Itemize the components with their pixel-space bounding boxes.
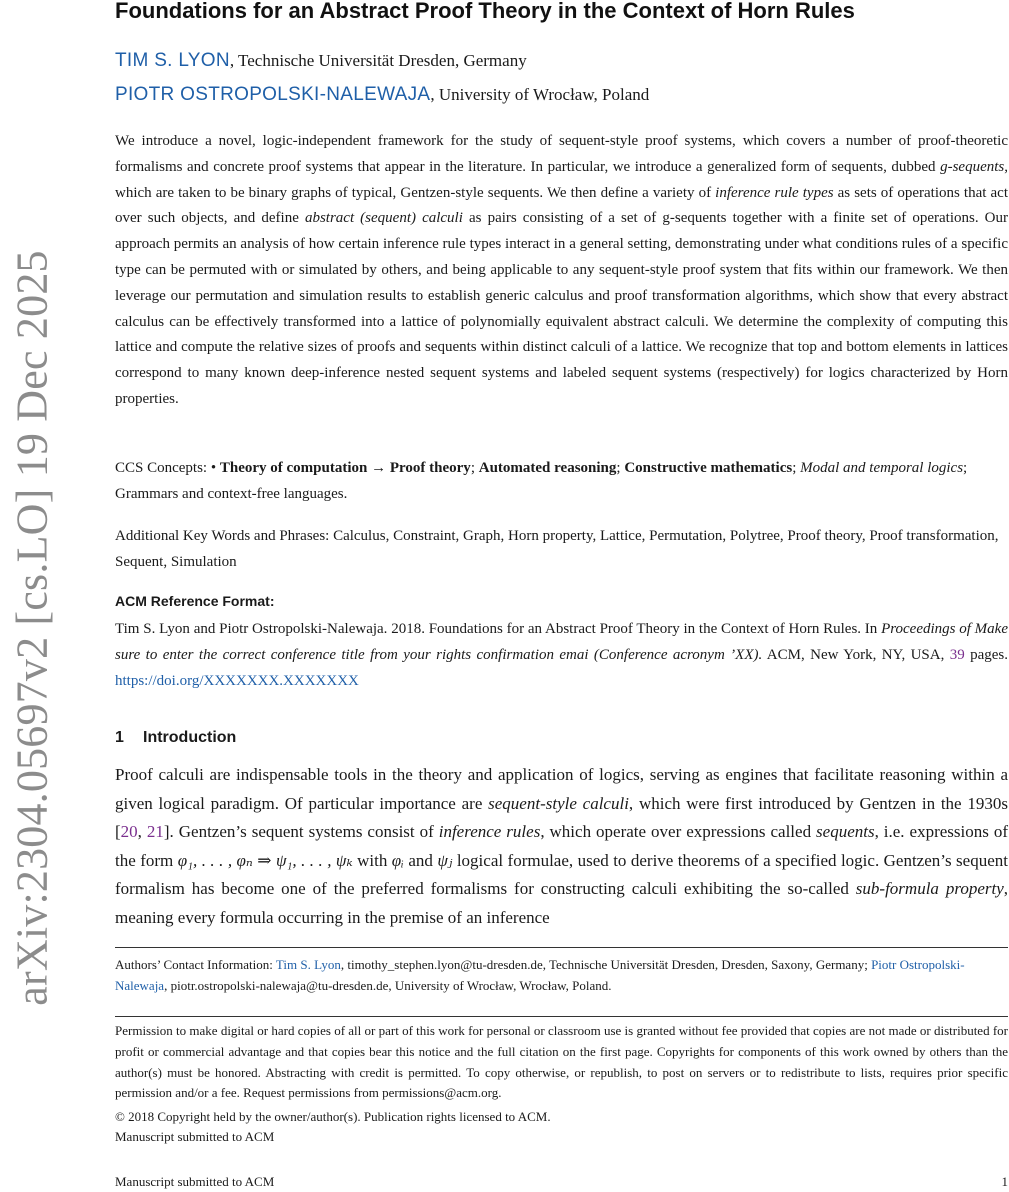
contact-label: Authors’ Contact Information: bbox=[115, 957, 276, 972]
intro-text: ]. Gentzen’s sequent systems consist of bbox=[163, 822, 439, 842]
author-name[interactable]: TIM S. LYON bbox=[115, 50, 230, 71]
author-line-2 bbox=[115, 84, 649, 106]
intro-text: , which were first introduced by Gentzen in the 1930s [ bbox=[115, 793, 1008, 842]
abstract-emphasis: abstract (sequent) calculi bbox=[304, 210, 463, 227]
ccs-separator: ; bbox=[470, 460, 479, 476]
ccs-term: Constructive mathematics bbox=[624, 460, 793, 476]
math-expression: ψⱼ bbox=[437, 850, 453, 870]
ccs-separator: ; bbox=[792, 460, 801, 476]
footer-left: Manuscript submitted to ACM bbox=[115, 1174, 275, 1189]
math-expression: φ₁, . . . , φₙ ⇒ ψ₁, . . . , ψₖ bbox=[177, 850, 353, 870]
intro-text: , which operate over expressions called bbox=[540, 822, 817, 842]
ccs-term: Proof theory bbox=[389, 460, 471, 476]
ccs-rest: ; Grammars and context-free languages. bbox=[115, 460, 968, 502]
manuscript-note: Manuscript submitted to ACM bbox=[115, 1129, 275, 1144]
reference-text: Tim S. Lyon and Piotr Ostropolski-Nalewaja. 2018. Foundations for an Abstract Proof Theory in the Context of Horn Rules. In bbox=[115, 621, 882, 637]
arxiv-stamp bbox=[0, 0, 64, 1192]
abstract-emphasis: inference rule types bbox=[715, 184, 834, 201]
ccs-separator: ; bbox=[616, 460, 625, 476]
abstract-emphasis: g-sequents bbox=[940, 158, 1005, 175]
contact-text: , piotr.ostropolski-nalewaja@tu-dresden.de, University of Wrocław, Wrocław, Poland. bbox=[164, 978, 612, 993]
author-contact-info bbox=[115, 954, 1008, 996]
section-number: 1 bbox=[115, 729, 124, 746]
footnote-divider bbox=[115, 947, 1008, 948]
ccs-arrow: → bbox=[367, 460, 390, 476]
author-link[interactable]: Piotr Ostropolski-Nalewaja bbox=[115, 957, 965, 993]
abstract-text: We introduce a novel, logic-independent framework for the study of sequent-style proof systems, which covers a number of proof-theoretic formalisms and concrete proof systems that appear in the literature. In particular, we introduce a generalized form of sequents, dubbed bbox=[115, 133, 1008, 175]
citation-link[interactable]: 20 bbox=[120, 822, 138, 842]
author-affiliation: , Technische Universität Dresden, Germany bbox=[229, 51, 527, 70]
page-count-link[interactable]: 39 bbox=[949, 647, 965, 663]
abstract-text: as pairs consisting of a set of g-sequents together with a finite set of operations. Our approach permits an analysis of how certain inference rule types interact in a general setting, demonstrating under what conditions rules of a specific type can be permuted with or simulated by others, and being applicable to any sequent-style proof system that fits within our framework. We then leverage our permutation and simulation results to establish generic calculus and proof transformation algorithms, which show that every abstract calculus can be effectively transformed into a lattice of polynomially equivalent abstract calculi. We determine the complexity of computing this lattice and compute the relative sizes of proofs and sequents within distinct calculi of a lattice. We recognize that top and bottom elements in lattices correspond to many known deep-inference nested sequent systems and labeled sequent systems (respectively) for logics characterized by Horn properties. bbox=[115, 210, 1009, 407]
intro-text: with bbox=[352, 850, 392, 870]
section-heading bbox=[115, 729, 236, 747]
intro-text: , bbox=[137, 822, 147, 842]
abstract-text: as sets of operations that act over such objects, and define bbox=[115, 184, 1008, 227]
intro-text: and bbox=[403, 850, 438, 870]
intro-text: logical formulae, used to derive theorems of a specified logic. Gentzen’s sequent formalism has become one of the preferred formalisms for constructing calculi exhibiting the so-called bbox=[115, 850, 1008, 899]
ccs-term: Theory of computation bbox=[219, 460, 368, 476]
author-link[interactable]: Tim S. Lyon bbox=[275, 957, 341, 972]
author-name[interactable]: PIOTR OSTROPOLSKI-NALEWAJA bbox=[115, 84, 431, 105]
intro-emphasis: sub-formula property bbox=[855, 879, 1004, 899]
ccs-term: Automated reasoning bbox=[478, 460, 617, 476]
ccs-term-italic: Modal and temporal logics bbox=[800, 460, 964, 476]
doi-link[interactable]: https://doi.org/XXXXXXX.XXXXXXX bbox=[115, 673, 359, 689]
intro-text: , meaning every formula occurring in the premise of an inference bbox=[115, 879, 1009, 927]
introduction-paragraph bbox=[115, 761, 1008, 933]
intro-text: , i.e. expressions of the form bbox=[115, 822, 1008, 870]
reference-text: pages. bbox=[964, 647, 1009, 663]
author-line-1 bbox=[115, 50, 527, 72]
reference-venue: Proceedings of Make sure to enter the correct conference title from your rights confirmation emai (Conference acronym ’XX). bbox=[115, 621, 1008, 663]
keywords: Additional Key Words and Phrases: Calculus, Constraint, Graph, Horn property, Lattice, Permutation, Polytree, Proof theory, Proof transformation, Sequent, Simulation bbox=[115, 528, 999, 570]
permission-divider bbox=[115, 1016, 1008, 1017]
math-expression: φᵢ bbox=[391, 850, 404, 870]
reference-heading: ACM Reference Format: bbox=[115, 593, 275, 609]
citation-link[interactable]: 21 bbox=[146, 822, 164, 842]
reference-format bbox=[115, 616, 1008, 694]
intro-emphasis: sequent-style calculi bbox=[488, 793, 629, 813]
copyright-notice: © 2018 Copyright held by the owner/author(s). Publication rights licensed to ACM. bbox=[115, 1109, 551, 1124]
author-affiliation: , University of Wrocław, Poland bbox=[430, 85, 650, 104]
page-number: 1 bbox=[1001, 1174, 1008, 1189]
section-title: Introduction bbox=[143, 729, 237, 746]
intro-emphasis: inference rules bbox=[438, 822, 541, 842]
permission-notice: Permission to make digital or hard copies of all or part of this work for personal or classroom use is granted without fee provided that copies are not made or distributed for profit or commercial advantage and that copies bear this notice and the full citation on the first page. Copyrights for components of this work owned by others than the author(s) must be honored. Abstracting with credit is permitted. To copy otherwise, or republish, to post on servers or to redistribute to lists, requires prior specific permission and/or a fee. Request permissions from permissions@acm.org. bbox=[115, 1023, 1008, 1101]
intro-emphasis: sequents bbox=[816, 822, 875, 842]
contact-text: , timothy_stephen.lyon@tu-dresden.de, Technische Universität Dresden, Dresden, Saxony, Germany; bbox=[340, 957, 872, 972]
intro-text: Proof calculi are indispensable tools in the theory and application of logics, serving as engines that facilitate reasoning within a given logical paradigm. Of particular importance are bbox=[115, 765, 1008, 813]
reference-text: ACM, New York, NY, USA, bbox=[762, 647, 950, 663]
ccs-concepts bbox=[115, 455, 1008, 507]
abstract bbox=[115, 129, 1008, 413]
paper-title: Foundations for an Abstract Proof Theory in the Context of Horn Rules bbox=[115, 0, 855, 23]
ccs-label: CCS Concepts: • bbox=[115, 460, 220, 476]
arxiv-identifier: arXiv:2304.05697v2 [cs.LO] 19 Dec 2025 bbox=[7, 250, 57, 1006]
abstract-text: , which are taken to be binary graphs of typical, Gentzen-style sequents. We then define a variety of bbox=[115, 158, 1008, 201]
